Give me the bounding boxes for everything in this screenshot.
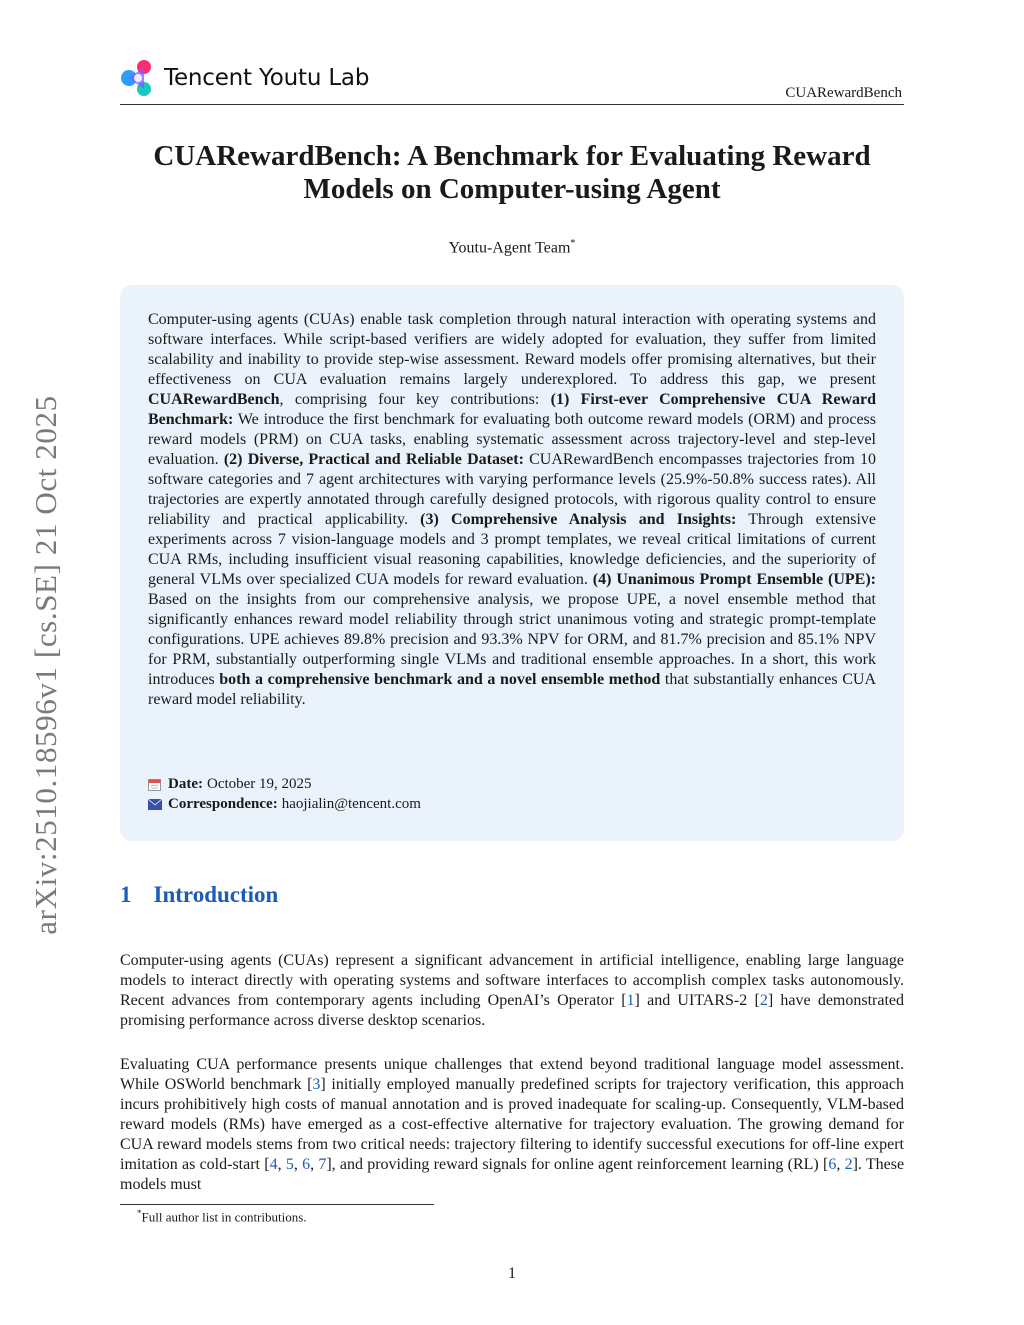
youtu-logo-icon (120, 58, 156, 98)
footnote-text: Full author list in contributions. (141, 1209, 307, 1225)
tencent-youtu-logo (120, 58, 369, 98)
title-line-1: CUARewardBench: A Benchmark for Evaluating Reward (153, 140, 871, 172)
citation-link[interactable]: 2 (759, 992, 768, 1009)
abstract-bold: (4) Unanimous Prompt Ensemble (UPE): (592, 571, 877, 588)
abstract-seg: , comprising four key contributions: (279, 391, 551, 408)
abstract-seg: Based on the insights from our comprehensive analysis, we propose UPE, a novel ensemble method that significantly enhances reward model reliability through strict unanimous voting and strategic prompt-template configurations. UPE achieves 89.8% precision and 93.3% NPV for ORM, and 81.7% precision and 85.1% NPV for PRM, substantially outperforming single VLMs and traditional ensemble approaches. In a short, this work introduces (148, 591, 876, 688)
abstract-seg: We introduce the first benchmark for evaluating both outcome reward models (ORM) and process reward models (PRM) on CUA tasks, enabling systematic assessment across trajectory-level and step-level evaluation. (148, 411, 876, 468)
citation-link[interactable]: 4 (269, 1156, 278, 1173)
abstract-bold: CUARewardBench (148, 391, 280, 408)
abstract-text (148, 310, 876, 710)
correspondence-email[interactable]: haojialin@tencent.com (281, 796, 421, 812)
text-seg: , (277, 1156, 286, 1173)
text-seg: ] initially employed manually predefined scripts for trajectory verification, this approach incurs prohibitively high costs of manual annotation and is proved inadequate for scaling-up. Consequently, VLM-based reward models (RMs) have emerged as a cost-effective alternative for trajectory evaluation. The growing demand for CUA reward models stems from two critical needs: trajectory filtering to identify successful executions for off-line expert imitation as cold-start [ (120, 1076, 905, 1173)
date-line (148, 776, 312, 793)
header-rule (120, 104, 904, 105)
abstract-bold: (1) First-ever Comprehensive CUA Reward Benchmark: (148, 391, 877, 428)
text-seg: ], and providing reward signals for online agent reinforcement learning (RL) [ (326, 1156, 829, 1173)
footnote-rule (120, 1204, 434, 1205)
section-title: Introduction (153, 882, 279, 907)
text-seg: , (836, 1156, 845, 1173)
envelope-icon (148, 799, 162, 810)
section-heading-introduction (120, 882, 278, 908)
abstract-bold: (2) Diverse, Practical and Reliable Dataset: (223, 451, 524, 468)
citation-link[interactable]: 7 (318, 1156, 327, 1173)
correspondence-label: Correspondence: (168, 796, 278, 812)
text-seg: ] have demonstrated promising performance across diverse desktop scenarios. (120, 992, 905, 1029)
abstract-seg: that substantially enhances CUA reward model reliability. (148, 671, 876, 708)
citation-link[interactable]: 3 (312, 1076, 321, 1093)
citation-link[interactable]: 6 (302, 1156, 311, 1173)
citation-link[interactable]: 1 (626, 992, 635, 1009)
abstract-seg: CUARewardBench encompasses trajectories from 10 software categories and 7 agent architectures with varying performance levels (25.9%-50.8% success rates). All trajectories are expertly annotated through carefully designed protocols, with rigorous quality control to ensure reliability and practical applicability. (148, 451, 877, 528)
page-number: 1 (508, 1265, 516, 1282)
paper-title (120, 140, 904, 206)
text-seg: ] and UITARS-2 [ (634, 992, 760, 1009)
title-line-2: Models on Computer-using Agent (303, 173, 721, 205)
abstract-seg: Computer-using agents (CUAs) enable task completion through natural interaction with operating systems and software interfaces. While script-based verifiers are widely adopted for evaluation, they suffer from limited scalability and inability to provide step-wise assessment. Reward models offer promising alternatives, but their effectiveness on CUA evaluation remains largely underexplored. To address this gap, we present (148, 311, 876, 388)
citation-link[interactable]: 6 (828, 1156, 837, 1173)
footnote-mark: * (137, 1208, 142, 1218)
author-name: Youtu-Agent Team (448, 239, 571, 257)
text-seg: Computer-using agents (CUAs) represent a significant advancement in artificial intelligence, enabling large language models to interact directly with operating systems and software interfaces to accomplish complex tasks autonomously. Recent advances from contemporary agents including OpenAI’s Operator [ (120, 952, 904, 1009)
running-head: CUARewardBench (785, 85, 902, 101)
author-footnote-mark: * (570, 238, 576, 249)
abstract-bold: (3) Comprehensive Analysis and Insights: (420, 511, 737, 528)
text-seg: , (293, 1156, 303, 1173)
date-label: Date: (168, 776, 203, 792)
text-seg: ]. These models must (120, 1156, 905, 1193)
abstract-seg: Through extensive experiments across 7 vision-language models and 3 prompt templates, we reveal critical limitations of current CUA RMs, including insufficient visual reasoning capabilities, knowledge deficiencies, and the superiority of general VLMs over specialized CUA models for reward evaluation. (148, 511, 877, 588)
citation-link[interactable]: 2 (844, 1156, 853, 1173)
arxiv-identifier: arXiv:2510.18596v1 [cs.SE] 21 Oct 2025 (28, 395, 63, 935)
citation-link[interactable]: 5 (285, 1156, 294, 1173)
text-seg: Evaluating CUA performance presents unique challenges that extend beyond traditional language model assessment. While OSWorld benchmark [ (120, 1056, 904, 1093)
text-seg: , (310, 1156, 319, 1173)
date-value: October 19, 2025 (206, 776, 312, 792)
abstract-bold: both a comprehensive benchmark and a novel ensemble method (219, 671, 661, 688)
author-line (120, 238, 904, 257)
logo-text: Tencent Youtu Lab (164, 65, 370, 91)
footnote (137, 1208, 307, 1225)
calendar-icon (148, 778, 161, 791)
intro-paragraph-2 (120, 1055, 904, 1195)
intro-paragraph-1 (120, 951, 904, 1031)
section-number: 1 (120, 882, 132, 907)
correspondence-line (148, 796, 421, 813)
